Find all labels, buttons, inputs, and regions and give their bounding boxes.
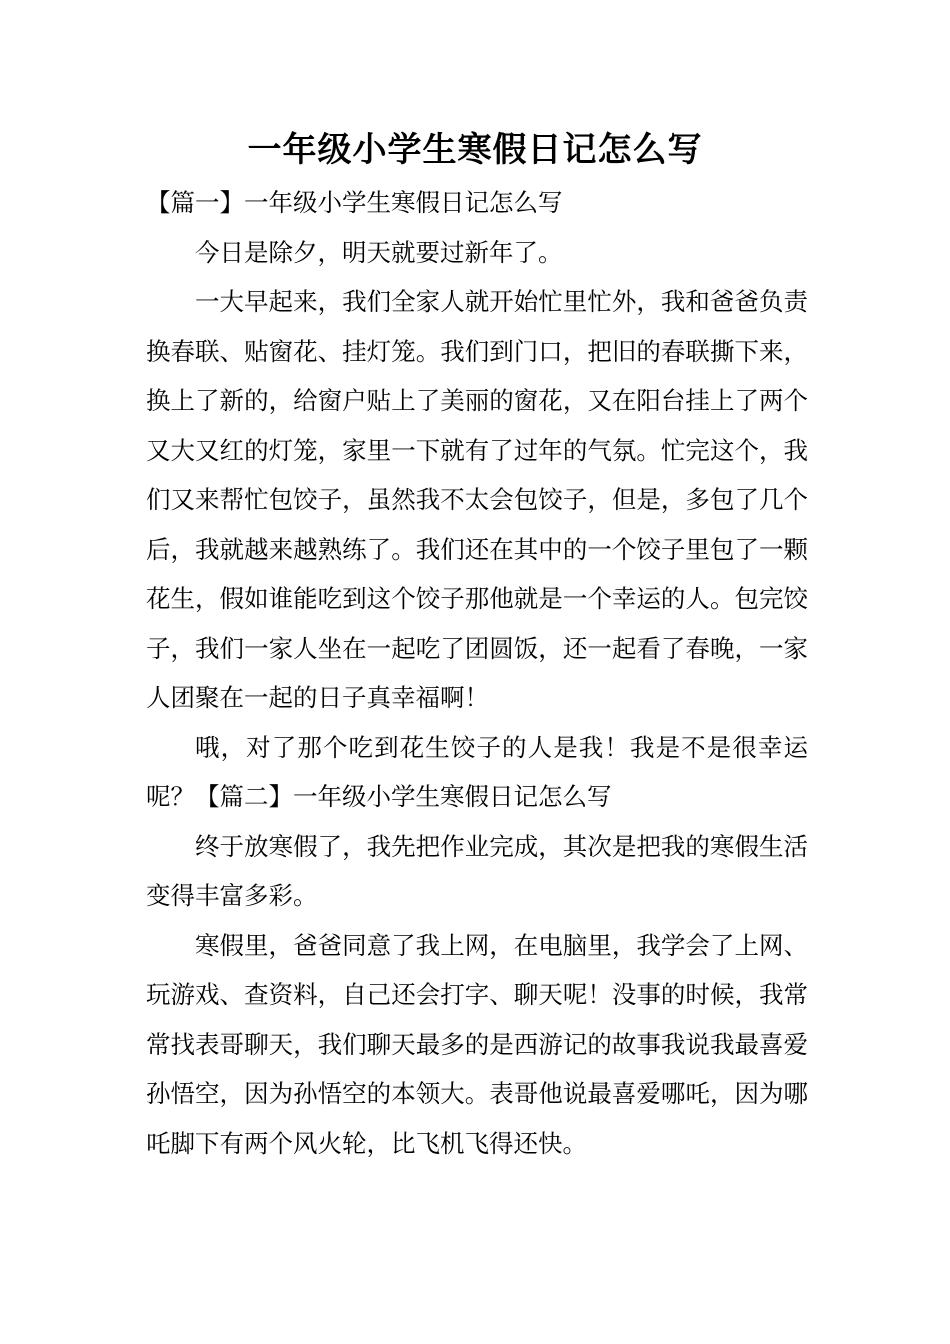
document-title: 一年级小学生寒假日记怎么写 bbox=[247, 130, 703, 170]
paragraph: 哦，对了那个吃到花生饺子的人是我！我是不是很幸运呢？【篇二】一年级小学生寒假日记怎么写 bbox=[146, 732, 808, 811]
paragraph: 今日是除夕，明天就要过新年了。 bbox=[195, 237, 563, 267]
document-body bbox=[146, 178, 808, 1168]
paragraph: 终于放寒假了，我先把作业完成，其次是把我的寒假生活变得丰富多彩。 bbox=[146, 831, 808, 910]
paragraph: 一大早起来，我们全家人就开始忙里忙外，我和爸爸负责换春联、贴窗花、挂灯笼。我们到门口，把旧的春联撕下来，换上了新的，给窗户贴上了美丽的窗花，又在阳台挂上了两个又大又红的灯笼，家里一下就有了过年的气氛。忙完这个，我们又来帮忙包饺子，虽然我不太会包饺子，但是，多包了几个后，我就越来越熟练了。我们还在其中的一个饺子里包了一颗花生，假如谁能吃到这个饺子那他就是一个幸运的人。包完饺子，我们一家人坐在一起吃了团圆饭，还一起看了春晚，一家人团聚在一起的日子真幸福啊！ bbox=[146, 287, 808, 712]
section-heading-1: 【篇一】一年级小学生寒假日记怎么写 bbox=[146, 188, 563, 217]
paragraph: 寒假里，爸爸同意了我上网，在电脑里，我学会了上网、玩游戏、查资料，自己还会打字、聊天呢！没事的时候，我常常找表哥聊天，我们聊天最多的是西游记的故事我说我最喜爱孙悟空，因为孙悟空的本领大。表哥他说最喜爱哪吒，因为哪吒脚下有两个风火轮，比飞机飞得还快。 bbox=[146, 930, 808, 1158]
